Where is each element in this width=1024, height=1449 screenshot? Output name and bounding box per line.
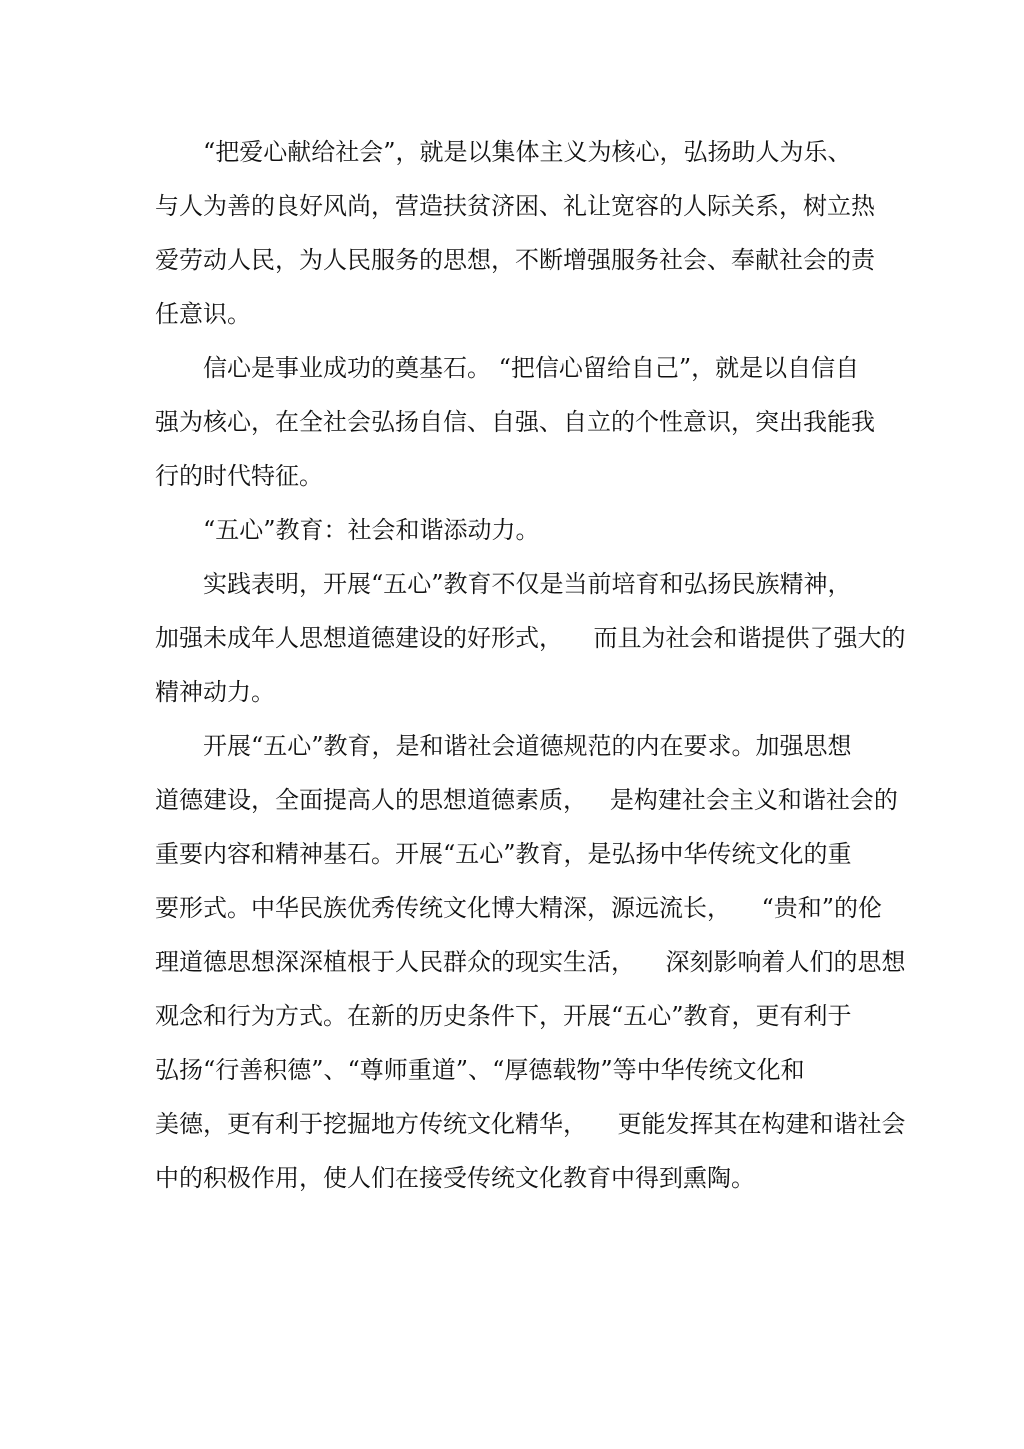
paragraph (155, 503, 855, 557)
text-line: 中的积极作用，使人们在接受传统文化教育中得到熏陶。 (155, 1164, 755, 1192)
paragraph (155, 719, 906, 1205)
text-line: 道德建设，全面提高人的思想道德素质， 是构建社会主义和谐社会的 (155, 786, 898, 814)
text-line: 爱劳动人民，为人民服务的思想，不断增强服务社会、奉献社会的责 (155, 246, 875, 274)
text-line: 加强未成年人思想道德建设的好形式， 而且为社会和谐提供了强大的 (155, 624, 906, 652)
text-line: 精神动力。 (155, 678, 275, 706)
paragraph (155, 341, 875, 503)
text-line: 观念和行为方式。在新的历史条件下，开展“五心”教育，更有利于 (155, 1002, 852, 1030)
text-line: 重要内容和精神基石。开展“五心”教育，是弘扬中华传统文化的重 (155, 840, 852, 868)
text-line: 与人为善的良好风尚，营造扶贫济困、礼让宽容的人际关系，树立热 (155, 192, 875, 220)
paragraph (155, 125, 875, 341)
text-line: 理道德思想深深植根于人民群众的现实生活， 深刻影响着人们的思想 (155, 948, 906, 976)
paragraph (155, 557, 906, 719)
text-line: 开展“五心”教育，是和谐社会道德规范的内在要求。加强思想 (203, 732, 852, 760)
text-line: 任意识。 (155, 300, 251, 328)
text-line: 行的时代特征。 (155, 462, 323, 490)
text-line: 强为核心，在全社会弘扬自信、自强、自立的个性意识，突出我能我 (155, 408, 875, 436)
text-line: 弘扬“行善积德”、“尊师重道”、“厚德载物”等中华传统文化和 (155, 1056, 805, 1084)
document-body (155, 125, 906, 1205)
section-heading: “五心”教育：社会和谐添动力。 (203, 516, 540, 544)
text-line: 实践表明，开展“五心”教育不仅是当前培育和弘扬民族精神， (203, 570, 852, 598)
text-line: “把爱心献给社会”，就是以集体主义为核心，弘扬助人为乐、 (203, 138, 852, 166)
text-line: 信心是事业成功的奠基石。 “把信心留给自己”，就是以自信自 (203, 354, 860, 382)
text-line: 美德，更有利于挖掘地方传统文化精华， 更能发挥其在构建和谐社会 (155, 1110, 906, 1138)
text-line: 要形式。中华民族优秀传统文化博大精深，源远流长， “贵和”的伦 (155, 894, 883, 922)
